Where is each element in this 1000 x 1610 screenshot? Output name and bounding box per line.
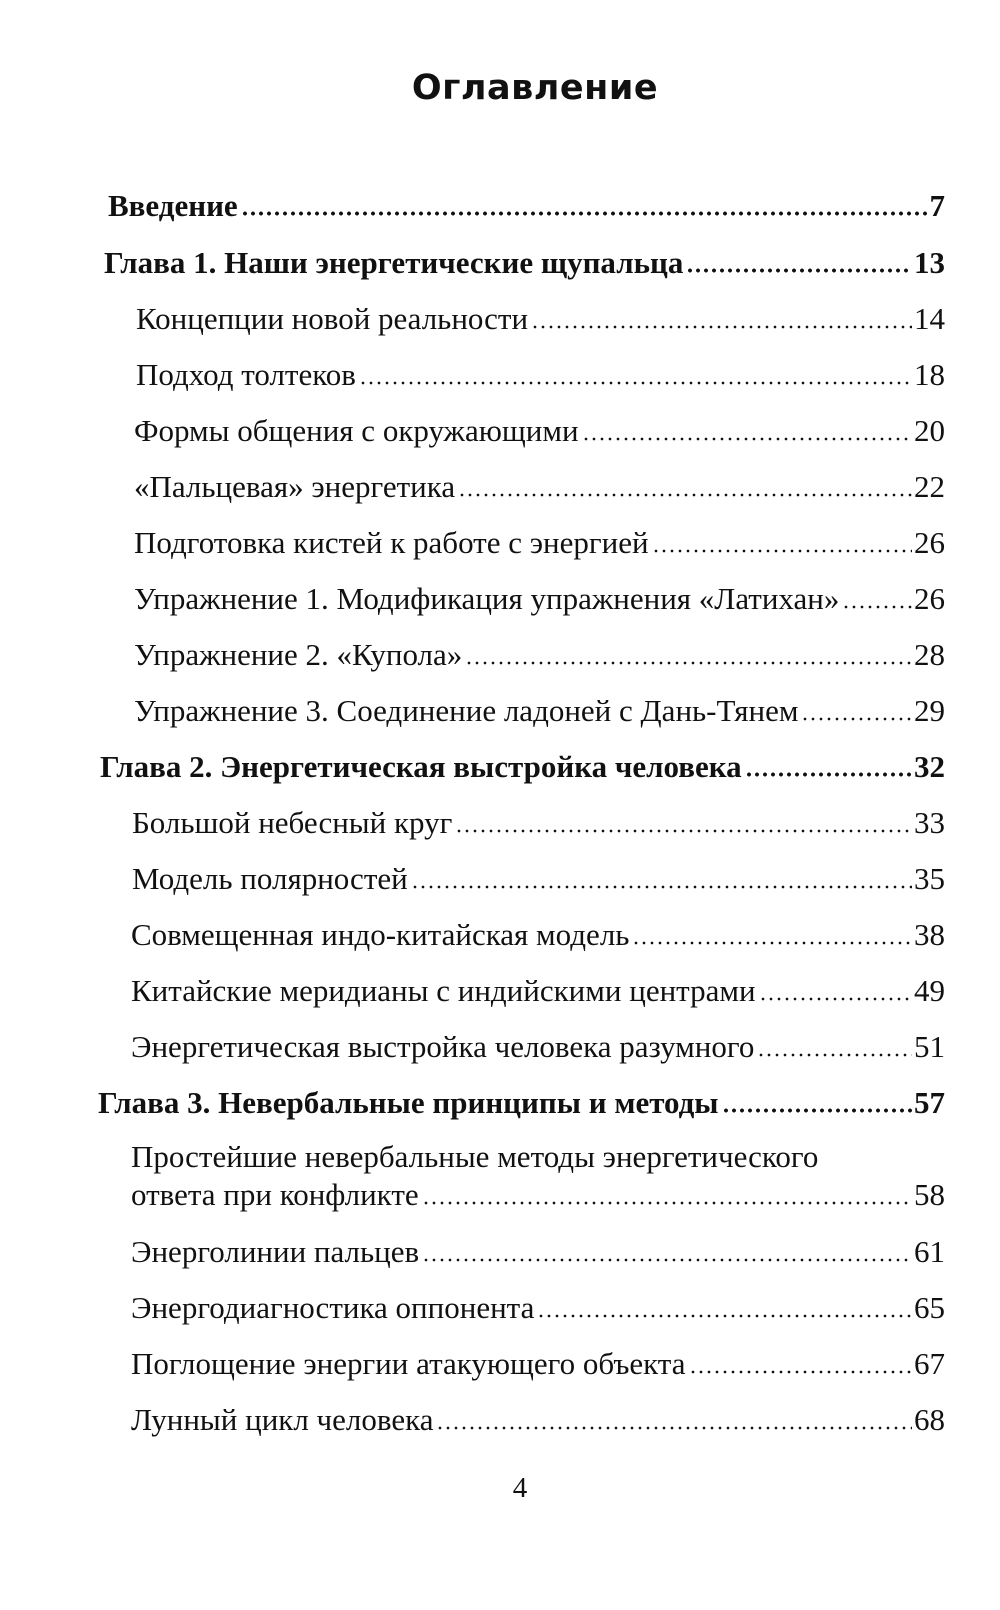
toc-entry (132, 859, 945, 899)
dot-leader (652, 545, 912, 553)
entry-page-number: 35 (914, 861, 945, 896)
dot-leader (436, 1422, 912, 1430)
dot-leader (458, 489, 912, 497)
entry-page-number: 33 (914, 805, 945, 840)
entry-label: Поглощение энергии атакующего объекта (131, 1346, 686, 1381)
dot-leader (745, 769, 912, 777)
toc-entry-chapter-3 (98, 1083, 945, 1123)
entry-page-number: 61 (914, 1234, 945, 1269)
entry-page-number: 68 (914, 1402, 945, 1437)
toc-entry-chapter-2 (100, 747, 945, 787)
entry-label: Упражнение 2. «Купола» (134, 637, 463, 672)
toc-entry (131, 1175, 945, 1215)
toc-entry (134, 411, 945, 451)
toc-entry (131, 971, 945, 1011)
entry-label: Глава 1. Наши энергетические щупальца (104, 245, 684, 280)
entry-label: Энергодиагностика оппонента (131, 1290, 535, 1325)
toc-entry-chapter-1 (104, 243, 945, 283)
dot-leader (455, 825, 912, 833)
page-number: 4 (512, 1472, 528, 1504)
dot-leader (582, 433, 912, 441)
dot-leader (537, 1310, 912, 1318)
dot-leader (801, 713, 912, 721)
dot-leader (411, 881, 912, 889)
toc-entry (131, 1288, 945, 1328)
entry-page-number: 20 (914, 413, 945, 448)
entry-page-number: 67 (914, 1346, 945, 1381)
dot-leader (531, 321, 912, 329)
dot-leader (359, 377, 912, 385)
dot-leader (842, 601, 912, 609)
dot-leader (722, 1105, 912, 1113)
toc-entry (131, 1400, 945, 1440)
toc-entry-introduction (108, 186, 945, 226)
entry-page-number: 32 (914, 749, 945, 784)
entry-page-number: 13 (914, 245, 945, 280)
toc-entry (134, 523, 945, 563)
toc-entry (132, 803, 945, 843)
entry-label: Энерголинии пальцев (131, 1234, 420, 1269)
entry-label-line-2: ответа при конфликте (131, 1177, 419, 1212)
dot-leader (632, 937, 912, 945)
entry-label: Введение (108, 188, 238, 223)
entry-label: Концепции новой реальности (136, 301, 529, 336)
entry-page-number: 29 (914, 693, 945, 728)
toc-entry (136, 355, 945, 395)
toc-entry (134, 691, 945, 731)
entry-label: «Пальцевая» энергетика (134, 469, 456, 504)
entry-label: Совмещенная индо-китайская модель (131, 917, 630, 952)
dot-leader (422, 1254, 912, 1262)
entry-label: Глава 2. Энергетическая выстройка человека (100, 749, 742, 784)
entry-label: Энергетическая выстройка человека разумного (131, 1029, 755, 1064)
toc-entry (136, 299, 945, 339)
toc-entry (131, 915, 945, 955)
entry-page-number: 51 (914, 1029, 945, 1064)
entry-page-number: 18 (914, 357, 945, 392)
entry-label: Упражнение 3. Соединение ладоней с Дань-Тянем (134, 693, 799, 728)
entry-page-number: 38 (914, 917, 945, 952)
dot-leader (465, 657, 912, 665)
entry-page-number: 58 (914, 1177, 945, 1212)
toc-entry (131, 1232, 945, 1272)
entry-page-number: 49 (914, 973, 945, 1008)
entry-label: Большой небесный круг (132, 805, 453, 840)
entry-page-number: 28 (914, 637, 945, 672)
toc-entry (134, 467, 945, 507)
dot-leader (689, 1366, 913, 1374)
dot-leader (759, 993, 912, 1001)
entry-label: Модель полярностей (132, 861, 408, 896)
dot-leader (422, 1197, 912, 1205)
entry-label: Лунный цикл человека (131, 1402, 434, 1437)
toc-entry-first-line (131, 1137, 818, 1177)
toc-entry (134, 635, 945, 675)
toc-entry (131, 1344, 945, 1384)
entry-label: Китайские меридианы с индийскими центрами (131, 973, 756, 1008)
entry-label: Подход толтеков (136, 357, 356, 392)
entry-page-number: 65 (914, 1290, 945, 1325)
entry-label: Упражнение 1. Модификация упражнения «Латихан» (134, 581, 840, 616)
page-title: Оглавление (411, 68, 659, 108)
entry-label: Глава 3. Невербальные принципы и методы (98, 1085, 719, 1120)
entry-page-number: 26 (914, 581, 945, 616)
toc-entry (134, 579, 945, 619)
entry-label-line-1: Простейшие невербальные методы энергетического (131, 1139, 819, 1174)
entry-label: Подготовка кистей к работе с энергией (134, 525, 649, 560)
entry-page-number: 26 (914, 525, 945, 560)
entry-page-number: 57 (914, 1085, 945, 1120)
dot-leader (757, 1049, 912, 1057)
entry-label: Формы общения с окружающими (134, 413, 579, 448)
entry-page-number: 14 (914, 301, 945, 336)
dot-leader (686, 265, 912, 273)
entry-page-number: 7 (929, 188, 945, 223)
entry-page-number: 22 (914, 469, 945, 504)
dot-leader (241, 208, 928, 216)
toc-entry (131, 1027, 945, 1067)
